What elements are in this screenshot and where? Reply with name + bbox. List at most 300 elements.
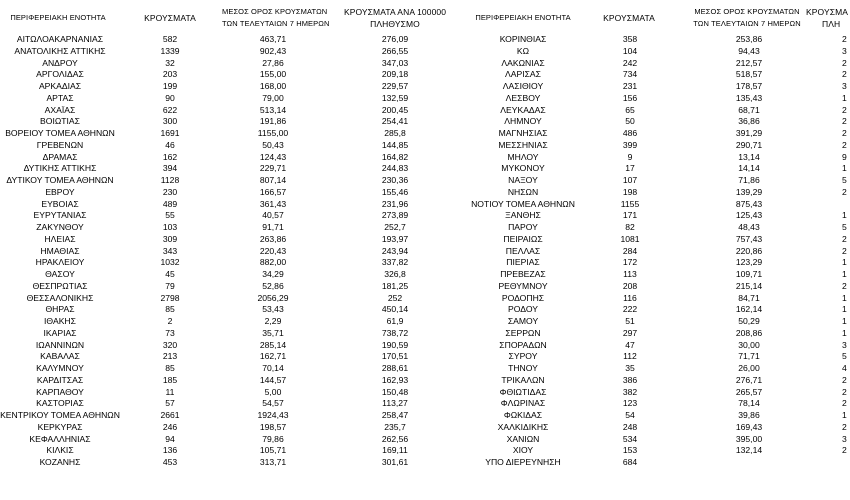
cases-per-100k-cell: 193,97 xyxy=(381,233,409,244)
seven-day-average-cell: 27,86 xyxy=(262,57,284,68)
cases-cell: 104 xyxy=(622,45,638,56)
region-name-cell: ΣΕΡΡΩΝ xyxy=(505,327,541,338)
table-row xyxy=(0,234,850,246)
header-per100k-right-line1: ΚΡΟΥΣΜΑ xyxy=(806,7,849,17)
region-name-cell: ΡΕΘΥΜΝΟΥ xyxy=(498,280,548,291)
seven-day-average-cell: 168,00 xyxy=(259,81,287,91)
seven-day-average-cell: 265,57 xyxy=(735,386,763,397)
table-row xyxy=(0,81,850,93)
cases-per-100k-cell: 181,25 xyxy=(381,280,409,291)
seven-day-average-cell: 208,86 xyxy=(735,327,763,338)
cases-per-100k-cell: 9 xyxy=(842,151,847,162)
cases-cell: 123 xyxy=(622,398,638,409)
seven-day-average-cell: 78,14 xyxy=(738,398,760,409)
region-name-cell: ΕΒΡΟΥ xyxy=(45,186,75,197)
cases-cell: 136 xyxy=(162,445,178,456)
table-row xyxy=(0,340,850,352)
cases-per-100k-cell: 243,94 xyxy=(381,245,409,256)
cases-per-100k-cell: 235,7 xyxy=(384,421,406,432)
seven-day-average-cell: 139,29 xyxy=(735,186,763,197)
cases-cell: 2 xyxy=(167,316,173,326)
region-name-cell: ΝΑΞΟΥ xyxy=(508,175,538,185)
region-name-cell: ΠΕΙΡΑΙΩΣ xyxy=(503,233,543,244)
region-name-cell: ΠΑΡΟΥ xyxy=(508,222,538,232)
cases-per-100k-cell: 1 xyxy=(842,269,847,279)
cases-cell: 382 xyxy=(622,386,638,397)
region-name-cell: ΑΡΚΑΔΙΑΣ xyxy=(38,81,82,91)
cases-per-100k-cell: 169,11 xyxy=(382,445,408,456)
cases-per-100k-cell: 162,93 xyxy=(381,374,409,385)
region-name-cell: ΚΕΝΤΡΙΚΟΥ ΤΟΜΕΑ ΑΘΗΝΩΝ xyxy=(0,410,120,420)
region-name-cell: ΘΗΡΑΣ xyxy=(45,304,75,315)
cases-cell: 55 xyxy=(165,210,175,221)
seven-day-average-cell: 902,43 xyxy=(259,45,287,56)
region-name-cell: ΛΑΡΙΣΑΣ xyxy=(505,69,541,80)
cases-cell: 90 xyxy=(165,92,175,103)
cases-per-100k-cell: 2 xyxy=(842,374,847,385)
region-name-cell: ΚΑΛΥΜΝΟΥ xyxy=(36,363,84,373)
cases-cell: 199 xyxy=(162,81,178,91)
table-row xyxy=(0,187,850,199)
cases-cell: 198 xyxy=(622,186,638,197)
region-name-cell: ΘΕΣΣΑΛΟΝΙΚΗΣ xyxy=(26,292,94,303)
cases-cell: 35 xyxy=(625,363,635,373)
seven-day-average-cell: 39,86 xyxy=(738,410,760,420)
cases-cell: 489 xyxy=(162,198,178,209)
cases-per-100k-cell: 2 xyxy=(842,104,847,115)
region-name-cell: ΣΠΟΡΑΔΩΝ xyxy=(499,339,547,350)
cases-per-100k-cell: 231,96 xyxy=(381,198,409,209)
table-row xyxy=(0,105,850,117)
seven-day-average-cell: 144,57 xyxy=(259,374,287,385)
region-name-cell: ΧΑΝΙΩΝ xyxy=(506,433,540,444)
cases-per-100k-cell: 2 xyxy=(842,421,847,432)
cases-per-100k-cell: 2 xyxy=(842,139,847,150)
cases-cell: 1032 xyxy=(160,257,180,268)
cases-cell: 94 xyxy=(165,433,175,444)
table-row xyxy=(0,116,850,128)
cases-per-100k-cell: 273,89 xyxy=(381,210,409,221)
seven-day-average-cell: 68,71 xyxy=(738,104,760,115)
table-row xyxy=(0,398,850,410)
seven-day-average-cell: 807,14 xyxy=(259,175,287,185)
region-name-cell: ΡΟΔΟΥ xyxy=(508,304,538,315)
region-name-cell: ΗΡΑΚΛΕΙΟΥ xyxy=(35,257,85,268)
cases-cell: 399 xyxy=(622,139,638,150)
cases-cell: 622 xyxy=(162,104,178,115)
cases-cell: 156 xyxy=(622,92,638,103)
region-name-cell: ΛΗΜΝΟΥ xyxy=(504,116,542,127)
cases-cell: 246 xyxy=(162,421,178,432)
cases-per-100k-cell: 276,09 xyxy=(381,34,409,44)
cases-cell: 394 xyxy=(162,163,178,174)
seven-day-average-cell: 263,86 xyxy=(259,233,287,244)
cases-cell: 32 xyxy=(165,57,175,68)
seven-day-average-cell: 178,57 xyxy=(735,81,763,91)
cases-cell: 79 xyxy=(165,280,175,291)
cases-per-100k-cell: 2 xyxy=(842,280,847,291)
cases-per-100k-cell: 262,56 xyxy=(381,433,409,444)
cases-cell: 116 xyxy=(623,292,637,303)
cases-per-100k-cell: 254,41 xyxy=(381,116,409,127)
region-name-cell: ΧΙΟΥ xyxy=(512,445,534,456)
seven-day-average-cell: 212,57 xyxy=(735,57,763,68)
cases-per-100k-cell: 1 xyxy=(842,292,847,303)
region-name-cell: ΦΘΙΩΤΙΔΑΣ xyxy=(499,386,547,397)
region-name-cell: ΤΡΙΚΑΛΩΝ xyxy=(501,374,545,385)
cases-per-100k-cell: 337,82 xyxy=(381,257,409,268)
table-row xyxy=(0,58,850,70)
seven-day-average-cell: 169,43 xyxy=(735,421,763,432)
region-name-cell: ΚΙΛΚΙΣ xyxy=(46,445,74,456)
region-name-cell: ΙΚΑΡΙΑΣ xyxy=(43,327,77,338)
cases-cell: 213 xyxy=(162,351,178,362)
region-name-cell: ΞΑΝΘΗΣ xyxy=(505,210,541,221)
seven-day-average-cell: 290,71 xyxy=(735,139,763,150)
cases-cell: 222 xyxy=(622,304,638,315)
region-name-cell: ΛΕΣΒΟΥ xyxy=(505,92,541,103)
seven-day-average-cell: 1155,00 xyxy=(257,128,289,138)
table-row xyxy=(0,246,850,258)
region-name-cell: ΗΜΑΘΙΑΣ xyxy=(40,245,80,256)
seven-day-average-cell: 35,71 xyxy=(262,327,284,338)
cases-cell: 297 xyxy=(622,327,638,338)
cases-per-100k-cell: 2 xyxy=(842,116,847,127)
region-name-cell: ΚΕΦΑΛΛΗΝΙΑΣ xyxy=(29,433,91,444)
header-per100k-right-line2: ΠΛΗ xyxy=(822,19,841,29)
cases-per-100k-cell: 3 xyxy=(842,81,847,91)
cases-per-100k-cell: 1 xyxy=(842,316,847,326)
seven-day-average-cell: 125,43 xyxy=(735,210,763,221)
region-name-cell: ΚΟΡΙΝΘΙΑΣ xyxy=(499,34,547,44)
cases-per-100k-cell: 1 xyxy=(842,304,847,315)
cases-per-100k-cell: 2 xyxy=(842,57,847,68)
region-name-cell: ΑΝΑΤΟΛΙΚΗΣ ΑΤΤΙΚΗΣ xyxy=(14,45,106,56)
cases-cell: 51 xyxy=(625,316,635,326)
seven-day-average-cell: 313,71 xyxy=(259,457,287,467)
region-name-cell: ΔΥΤΙΚΗΣ ΑΤΤΙΚΗΣ xyxy=(23,163,97,174)
cases-cell: 309 xyxy=(162,233,178,244)
cases-per-100k-cell: 2 xyxy=(842,386,847,397)
cases-per-100k-cell: 170,51 xyxy=(381,351,409,362)
seven-day-average-cell: 757,43 xyxy=(735,233,763,244)
cases-per-100k-cell: 2 xyxy=(842,34,847,44)
table-row xyxy=(0,199,850,211)
cases-cell: 54 xyxy=(625,410,635,420)
table-row xyxy=(0,281,850,293)
region-name-cell: ΜΥΚΟΝΟΥ xyxy=(501,163,545,174)
region-name-cell: ΛΕΥΚΑΔΑΣ xyxy=(500,104,546,115)
region-name-cell: ΛΑΚΩΝΙΑΣ xyxy=(501,57,545,68)
cases-cell: 203 xyxy=(162,69,178,80)
cases-per-100k-cell: 229,57 xyxy=(381,81,409,91)
cases-cell: 1155 xyxy=(620,198,640,209)
header-per100k-left-line2: ΠΛΗΘΥΣΜΟ xyxy=(370,19,420,29)
cases-cell: 46 xyxy=(165,139,175,150)
cases-cell: 11 xyxy=(165,386,175,397)
header-avg-right-line1: ΜΕΣΟΣ ΟΡΟΣ ΚΡΟΥΣΜΑΤΩΝ xyxy=(694,7,800,16)
cases-cell: 453 xyxy=(162,457,178,467)
cases-per-100k-cell: 252 xyxy=(387,292,403,303)
region-name-cell: ΘΑΣΟΥ xyxy=(45,269,75,279)
cases-per-100k-cell: 2 xyxy=(842,245,847,256)
seven-day-average-cell: 5,00 xyxy=(264,386,282,397)
cases-per-100k-cell: 301,61 xyxy=(381,457,409,467)
cases-cell: 171 xyxy=(622,210,638,221)
table-row xyxy=(0,434,850,446)
seven-day-average-cell: 215,14 xyxy=(735,280,763,291)
cases-per-100k-cell: 2 xyxy=(842,445,847,456)
seven-day-average-cell: 132,14 xyxy=(735,445,763,456)
cases-per-100k-cell: 258,47 xyxy=(381,410,409,420)
table-row xyxy=(0,457,850,469)
seven-day-average-cell: 79,86 xyxy=(262,433,284,444)
cases-per-100k-cell: 5 xyxy=(842,175,847,185)
region-name-cell: ΛΑΣΙΘΙΟΥ xyxy=(502,81,544,91)
seven-day-average-cell: 253,86 xyxy=(735,34,763,44)
cases-cell: 486 xyxy=(622,128,638,138)
table-row xyxy=(0,222,850,234)
region-name-cell: ΖΑΚΥΝΘΟΥ xyxy=(36,222,84,232)
region-name-cell: ΕΥΡΥΤΑΝΙΑΣ xyxy=(33,210,87,221)
cases-per-100k-cell: 5 xyxy=(842,351,847,362)
cases-per-100k-cell: 347,03 xyxy=(381,57,409,68)
cases-per-100k-cell: 150,48 xyxy=(381,386,409,397)
seven-day-average-cell: 361,43 xyxy=(259,198,287,209)
seven-day-average-cell: 220,86 xyxy=(735,245,763,256)
cases-cell: 45 xyxy=(165,269,175,279)
seven-day-average-cell: 105,71 xyxy=(259,445,287,456)
cases-per-100k-cell: 5 xyxy=(842,222,847,232)
cases-cell: 172 xyxy=(622,257,638,268)
seven-day-average-cell: 14,14 xyxy=(738,163,760,174)
region-name-cell: ΝΗΣΩΝ xyxy=(507,186,539,197)
cases-cell: 50 xyxy=(625,116,635,127)
cases-cell: 57 xyxy=(165,398,175,409)
seven-day-average-cell: 2,29 xyxy=(264,316,282,326)
cases-per-100k-cell: 1 xyxy=(842,210,847,221)
cases-cell: 734 xyxy=(622,69,638,80)
cases-per-100k-cell: 3 xyxy=(842,433,847,444)
header-region-left: ΠΕΡΙΦΕΡΕΙΑΚΗ ΕΝΟΤΗΤΑ xyxy=(10,13,106,22)
seven-day-average-cell: 48,43 xyxy=(738,222,760,232)
cases-cell: 82 xyxy=(625,222,635,232)
region-name-cell: ΠΕΛΛΑΣ xyxy=(505,245,541,256)
region-name-cell: ΚΕΡΚΥΡΑΣ xyxy=(37,421,83,432)
table-row xyxy=(0,445,850,457)
table-row xyxy=(0,163,850,175)
seven-day-average-cell: 285,14 xyxy=(259,339,287,350)
table-row xyxy=(0,410,850,422)
cases-per-100k-cell: 2 xyxy=(842,398,847,409)
header-cases-left: ΚΡΟΥΣΜΑΤΑ xyxy=(144,13,196,23)
region-name-cell: ΝΟΤΙΟΥ ΤΟΜΕΑ ΑΘΗΝΩΝ xyxy=(471,198,575,209)
cases-per-100k-cell: 4 xyxy=(842,363,847,373)
seven-day-average-cell: 395,00 xyxy=(735,433,763,444)
seven-day-average-cell: 50,43 xyxy=(262,139,284,150)
table-row xyxy=(0,269,850,281)
cases-per-100k-cell: 3 xyxy=(842,339,847,350)
cases-per-100k-cell: 326,8 xyxy=(384,269,406,279)
seven-day-average-cell: 54,57 xyxy=(262,398,284,409)
cases-per-100k-cell: 3 xyxy=(842,45,847,56)
cases-cell: 9 xyxy=(627,151,633,162)
cases-cell: 230 xyxy=(162,186,178,197)
seven-day-average-cell: 391,29 xyxy=(735,128,763,138)
seven-day-average-cell: 52,86 xyxy=(262,280,284,291)
region-name-cell: ΓΡΕΒΕΝΩΝ xyxy=(36,139,84,150)
table-row xyxy=(0,363,850,375)
cases-per-100k-cell: 230,36 xyxy=(381,175,409,185)
seven-day-average-cell: 13,14 xyxy=(738,151,760,162)
region-name-cell: ΦΩΚΙΔΑΣ xyxy=(503,410,543,420)
seven-day-average-cell: 191,86 xyxy=(259,116,287,127)
cases-cell: 107 xyxy=(622,175,638,185)
region-name-cell: ΚΟΖΑΝΗΣ xyxy=(39,457,81,467)
seven-day-average-cell: 463,71 xyxy=(259,34,287,44)
region-name-cell: ΒΟΡΕΙΟΥ ΤΟΜΕΑ ΑΘΗΝΩΝ xyxy=(5,128,115,138)
table-row xyxy=(0,422,850,434)
cases-per-100k-cell: 113,27 xyxy=(382,398,408,409)
seven-day-average-cell: 518,57 xyxy=(735,69,763,80)
table-row xyxy=(0,257,850,269)
cases-cell: 231 xyxy=(622,81,638,91)
cases-per-100k-cell: 1 xyxy=(842,92,847,103)
seven-day-average-cell: 79,00 xyxy=(262,92,284,103)
cases-per-100k-cell: 1 xyxy=(842,257,847,268)
cases-per-100k-cell: 61,9 xyxy=(386,316,404,326)
cases-per-100k-cell: 155,46 xyxy=(381,186,409,197)
region-name-cell: ΔΡΑΜΑΣ xyxy=(42,151,78,162)
region-name-cell: ΔΥΤΙΚΟΥ ΤΟΜΕΑ ΑΘΗΝΩΝ xyxy=(6,175,114,185)
header-per100k-left-line1: ΚΡΟΥΣΜΑΤΑ ΑΝΑ 100000 xyxy=(343,7,447,17)
table-row xyxy=(0,375,850,387)
cases-per-100k-cell: 252,7 xyxy=(384,222,406,232)
cases-per-100k-cell: 164,82 xyxy=(381,151,409,162)
region-name-cell: ΚΑΣΤΟΡΙΑΣ xyxy=(36,398,84,409)
region-name-cell: ΤΗΝΟΥ xyxy=(508,363,538,373)
seven-day-average-cell: 276,71 xyxy=(735,374,763,385)
seven-day-average-cell: 124,43 xyxy=(259,151,287,162)
cases-cell: 153 xyxy=(622,445,638,456)
header-avg-left-line1: ΜΕΣΟΣ ΟΡΟΣ ΚΡΟΥΣΜΑΤΩΝ xyxy=(222,7,328,16)
seven-day-average-cell: 94,43 xyxy=(738,45,760,56)
table-row xyxy=(0,128,850,140)
region-name-cell: ΠΙΕΡΙΑΣ xyxy=(506,257,540,268)
cases-per-100k-cell: 209,18 xyxy=(381,69,409,80)
region-name-cell: ΜΕΣΣΗΝΙΑΣ xyxy=(498,139,548,150)
seven-day-average-cell: 50,29 xyxy=(738,316,760,326)
header-avg-right-line2: ΤΩΝ ΤΕΛΕΥΤΑΙΩΝ 7 ΗΜΕΡΩΝ xyxy=(693,19,801,28)
cases-cell: 208 xyxy=(622,280,638,291)
region-name-cell: ΚΑΒΑΛΑΣ xyxy=(40,351,80,362)
seven-day-average-cell: 220,43 xyxy=(259,245,287,256)
region-name-cell: ΜΗΛΟΥ xyxy=(507,151,539,162)
region-name-cell: ΑΡΓΟΛΙΔΑΣ xyxy=(36,69,84,80)
cases-cell: 2798 xyxy=(160,292,180,303)
seven-day-average-cell: 53,43 xyxy=(262,304,284,315)
region-name-cell: ΜΑΓΝΗΣΙΑΣ xyxy=(498,128,548,138)
region-name-cell: ΚΑΡΔΙΤΣΑΣ xyxy=(36,374,84,385)
cases-cell: 1339 xyxy=(160,45,180,56)
region-name-cell: ΑΙΤΩΛΟΑΚΑΡΝΑΝΙΑΣ xyxy=(16,34,104,44)
table-row xyxy=(0,293,850,305)
cases-cell: 242 xyxy=(622,57,638,68)
region-name-cell: ΑΡΤΑΣ xyxy=(46,92,74,103)
table-row xyxy=(0,46,850,58)
table-row xyxy=(0,210,850,222)
region-name-cell: ΙΩΑΝΝΙΝΩΝ xyxy=(35,339,85,350)
table-body xyxy=(0,34,850,469)
table-row xyxy=(0,304,850,316)
region-name-cell: ΧΑΛΚΙΔΙΚΗΣ xyxy=(497,421,549,432)
table-row xyxy=(0,316,850,328)
seven-day-average-cell: 71,86 xyxy=(738,175,760,185)
seven-day-average-cell: 875,43 xyxy=(735,198,763,209)
cases-per-100k-cell: 2 xyxy=(842,186,847,197)
region-name-cell: ΕΥΒΟΙΑΣ xyxy=(41,198,79,209)
header-cases-right: ΚΡΟΥΣΜΑΤΑ xyxy=(603,13,655,23)
seven-day-average-cell: 70,14 xyxy=(262,363,284,373)
cases-cell: 386 xyxy=(622,374,638,385)
seven-day-average-cell: 2056,29 xyxy=(257,292,289,303)
seven-day-average-cell: 71,71 xyxy=(738,351,760,362)
cases-per-100k-cell: 285,8 xyxy=(384,128,406,138)
table-row xyxy=(0,152,850,164)
cases-cell: 320 xyxy=(162,339,178,350)
region-name-cell: ΙΘΑΚΗΣ xyxy=(44,316,76,326)
cases-cell: 684 xyxy=(622,457,638,467)
cases-per-100k-cell: 144,85 xyxy=(381,139,409,150)
cases-cell: 534 xyxy=(622,433,638,444)
seven-day-average-cell: 36,86 xyxy=(738,116,760,127)
table-header xyxy=(0,0,850,36)
region-name-cell: ΣΥΡΟΥ xyxy=(508,351,538,362)
cases-per-100k-cell: 190,59 xyxy=(381,339,409,350)
cases-cell: 47 xyxy=(625,339,635,350)
seven-day-average-cell: 109,71 xyxy=(735,269,763,279)
cases-cell: 85 xyxy=(165,304,175,315)
table-row xyxy=(0,387,850,399)
seven-day-average-cell: 123,29 xyxy=(735,257,763,268)
cases-cell: 1691 xyxy=(160,128,180,138)
cases-cell: 112 xyxy=(623,351,637,362)
region-name-cell: ΑΧΑΪΑΣ xyxy=(44,104,76,115)
seven-day-average-cell: 34,29 xyxy=(262,269,284,279)
cases-cell: 85 xyxy=(165,363,175,373)
seven-day-average-cell: 882,00 xyxy=(259,257,287,268)
seven-day-average-cell: 229,71 xyxy=(259,163,287,174)
table-row xyxy=(0,328,850,340)
cases-per-100k-cell: 200,45 xyxy=(381,104,409,115)
region-name-cell: ΑΝΔΡΟΥ xyxy=(42,57,78,68)
cases-cell: 343 xyxy=(162,245,178,256)
cases-cell: 65 xyxy=(625,104,635,115)
cases-cell: 284 xyxy=(622,245,638,256)
cases-per-100k-cell: 1 xyxy=(842,163,847,174)
region-name-cell: ΡΟΔΟΠΗΣ xyxy=(501,292,545,303)
seven-day-average-cell: 513,14 xyxy=(259,104,287,115)
region-name-cell: ΘΕΣΠΡΩΤΙΑΣ xyxy=(32,280,88,291)
cases-per-100k-cell: 2 xyxy=(842,69,847,80)
cases-per-100k-cell: 1 xyxy=(842,327,847,338)
region-name-cell: ΒΟΙΩΤΙΑΣ xyxy=(40,116,80,127)
cases-per-100k-cell: 450,14 xyxy=(381,304,409,315)
seven-day-average-cell: 84,71 xyxy=(738,292,760,303)
cases-cell: 73 xyxy=(165,327,175,338)
cases-cell: 162 xyxy=(162,151,178,162)
seven-day-average-cell: 26,00 xyxy=(738,363,760,373)
